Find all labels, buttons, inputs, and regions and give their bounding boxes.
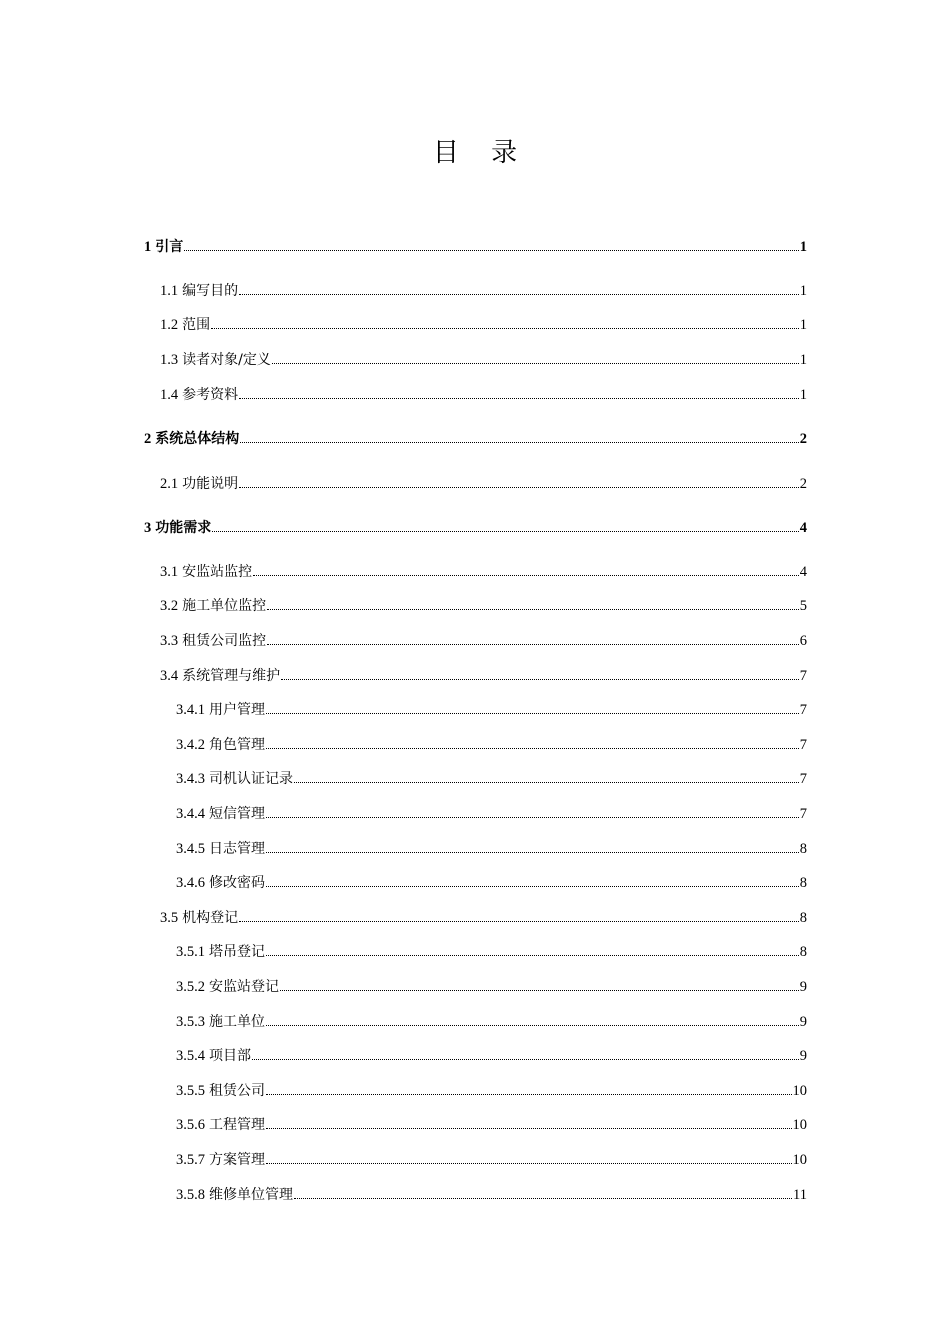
dot-leader — [267, 644, 799, 645]
toc-entry-page: 10 — [792, 1083, 807, 1099]
dot-leader — [272, 363, 799, 364]
toc-entry-page: 2 — [799, 476, 807, 492]
toc-entry-page: 7 — [799, 668, 807, 684]
dot-leader — [266, 1128, 792, 1129]
toc-entry-label: 范围 — [182, 317, 211, 333]
toc-entry-number: 1 — [144, 239, 152, 255]
dot-leader — [266, 1094, 792, 1095]
toc-entry-label: 修改密码 — [209, 875, 265, 891]
toc-entry-number: 3.5.3 — [176, 1014, 205, 1030]
toc-entry-page: 4 — [799, 564, 807, 580]
toc-entry-label: 日志管理 — [209, 841, 265, 857]
toc-entry-number: 3.4.5 — [176, 841, 205, 857]
toc-entry-number: 3.1 — [160, 564, 179, 580]
toc-entry-number: 3.5.8 — [176, 1187, 205, 1203]
toc-entry[interactable] — [160, 475, 807, 493]
toc-entry[interactable] — [160, 667, 807, 685]
toc-entry-label: 维修单位管理 — [209, 1187, 293, 1203]
toc-entry-number: 2.1 — [160, 476, 179, 492]
toc-entry[interactable] — [176, 874, 807, 892]
dot-leader — [212, 531, 799, 532]
toc-entry-number: 1.3 — [160, 352, 179, 368]
toc-entry-page: 2 — [799, 431, 807, 447]
dot-leader — [266, 713, 799, 714]
toc-entry[interactable] — [160, 597, 807, 615]
toc-entry[interactable] — [176, 770, 807, 788]
toc-entry-label: 读者对象/定义 — [182, 352, 271, 368]
dot-leader — [266, 748, 799, 749]
toc-entry-page: 11 — [793, 1187, 807, 1203]
toc-entry[interactable] — [176, 978, 807, 996]
toc-entry-label: 功能需求 — [155, 520, 212, 536]
toc-entry-label: 租赁公司监控 — [182, 633, 267, 649]
toc-entry[interactable] — [144, 519, 807, 537]
dot-leader — [184, 250, 799, 251]
toc-entry-number: 2 — [144, 431, 152, 447]
toc-entry-page: 5 — [799, 598, 807, 614]
toc-entry-number: 1.1 — [160, 283, 179, 299]
toc-entry[interactable] — [160, 909, 807, 927]
dot-leader — [253, 575, 799, 576]
toc-entry-number: 3.4 — [160, 668, 179, 684]
toc-entry[interactable] — [160, 632, 807, 650]
dot-leader — [239, 921, 799, 922]
toc-entry-number: 3.4.4 — [176, 806, 205, 822]
toc-entry-label: 安监站监控 — [182, 564, 253, 580]
toc-entry[interactable] — [176, 1013, 807, 1031]
toc-entry-number: 3.4.3 — [176, 771, 205, 787]
toc-entry-number: 3.4.1 — [176, 702, 205, 718]
toc-entry-page: 9 — [799, 979, 807, 995]
toc-entry-label: 司机认证记录 — [209, 771, 293, 787]
toc-entry[interactable] — [160, 386, 807, 404]
toc-entry-page: 1 — [799, 387, 807, 403]
toc-entry[interactable] — [176, 1151, 807, 1169]
toc-entry-page: 10 — [792, 1117, 807, 1133]
toc-entry-page: 9 — [799, 1048, 807, 1064]
toc-entry[interactable] — [160, 351, 807, 369]
dot-leader — [294, 1198, 792, 1199]
toc-entry-label: 工程管理 — [209, 1117, 265, 1133]
toc-entry-label: 安监站登记 — [209, 979, 279, 995]
toc-entry-number: 3.5.6 — [176, 1117, 205, 1133]
toc-entry-page: 1 — [799, 317, 807, 333]
toc-entry-label: 编写目的 — [182, 283, 239, 299]
dot-leader — [240, 442, 799, 443]
toc-entry[interactable] — [176, 1116, 807, 1134]
toc-entry-page: 1 — [799, 352, 807, 368]
toc-entry-page: 10 — [792, 1152, 807, 1168]
toc-entry[interactable] — [176, 1047, 807, 1065]
toc-entry-label: 机构登记 — [182, 910, 239, 926]
toc-entry-number: 1.2 — [160, 317, 179, 333]
toc-entry[interactable] — [160, 563, 807, 581]
dot-leader — [266, 852, 799, 853]
toc-entry-page: 4 — [799, 520, 807, 536]
toc-entry[interactable] — [160, 282, 807, 300]
dot-leader — [294, 782, 799, 783]
toc-entry-number: 3.5 — [160, 910, 179, 926]
dot-leader — [239, 398, 799, 399]
toc-entry-label: 引言 — [155, 239, 184, 255]
toc-entry[interactable] — [176, 840, 807, 858]
toc-entry-label: 方案管理 — [209, 1152, 265, 1168]
dot-leader — [281, 679, 799, 680]
toc-entry-number: 3.5.4 — [176, 1048, 205, 1064]
toc-entry-number: 3.2 — [160, 598, 179, 614]
toc-entry-number: 3.3 — [160, 633, 179, 649]
dot-leader — [267, 609, 799, 610]
toc-entry-page: 8 — [799, 875, 807, 891]
toc-entry[interactable] — [176, 943, 807, 961]
toc-entry-number: 3.4.6 — [176, 875, 205, 891]
toc-entry-label: 项目部 — [209, 1048, 251, 1064]
toc-entry-number: 3.4.2 — [176, 737, 205, 753]
toc-entry-label: 短信管理 — [209, 806, 265, 822]
toc-entry-number: 3.5.7 — [176, 1152, 205, 1168]
toc-entry[interactable] — [176, 1082, 807, 1100]
toc-entry-page: 7 — [799, 806, 807, 822]
toc-entry[interactable] — [176, 701, 807, 719]
toc-entry-number: 1.4 — [160, 387, 179, 403]
toc-entry-label: 用户管理 — [209, 702, 265, 718]
toc-entry-page: 7 — [799, 702, 807, 718]
toc-entry-page: 8 — [799, 944, 807, 960]
dot-leader — [266, 886, 799, 887]
dot-leader — [266, 817, 799, 818]
toc-entry-label: 系统总体结构 — [155, 431, 240, 447]
dot-leader — [266, 1025, 799, 1026]
toc-entry-label: 塔吊登记 — [209, 944, 265, 960]
toc-entry-label: 租赁公司 — [209, 1083, 265, 1099]
dot-leader — [211, 328, 799, 329]
toc-entry-label: 参考资料 — [182, 387, 239, 403]
toc-entry[interactable] — [176, 1186, 807, 1204]
dot-leader — [239, 487, 799, 488]
toc-entry[interactable] — [144, 238, 807, 256]
toc-entry-page: 9 — [799, 1014, 807, 1030]
toc-entry-page: 1 — [799, 239, 807, 255]
toc-entry-label: 角色管理 — [209, 737, 265, 753]
toc-entry-label: 系统管理与维护 — [182, 668, 281, 684]
toc-entry-page: 1 — [799, 283, 807, 299]
dot-leader — [239, 294, 799, 295]
toc-entry[interactable] — [176, 805, 807, 823]
toc-entry-number: 3 — [144, 520, 152, 536]
toc-entry[interactable] — [176, 736, 807, 754]
toc-entry-number: 3.5.2 — [176, 979, 205, 995]
toc-entry-page: 7 — [799, 771, 807, 787]
toc-entry-number: 3.5.5 — [176, 1083, 205, 1099]
dot-leader — [266, 955, 799, 956]
toc-entry-number: 3.5.1 — [176, 944, 205, 960]
toc-entry-label: 施工单位监控 — [182, 598, 267, 614]
toc-entry[interactable] — [144, 430, 807, 448]
toc-entry-page: 8 — [799, 910, 807, 926]
toc-entry-label: 施工单位 — [209, 1014, 265, 1030]
toc-entry-page: 7 — [799, 737, 807, 753]
dot-leader — [252, 1059, 799, 1060]
dot-leader — [266, 1163, 792, 1164]
page-title: 目 录 — [432, 138, 530, 168]
toc-entry-page: 6 — [799, 633, 807, 649]
toc-entry[interactable] — [160, 316, 807, 334]
toc-entry-page: 8 — [799, 841, 807, 857]
dot-leader — [280, 990, 799, 991]
toc-entry-label: 功能说明 — [182, 476, 239, 492]
